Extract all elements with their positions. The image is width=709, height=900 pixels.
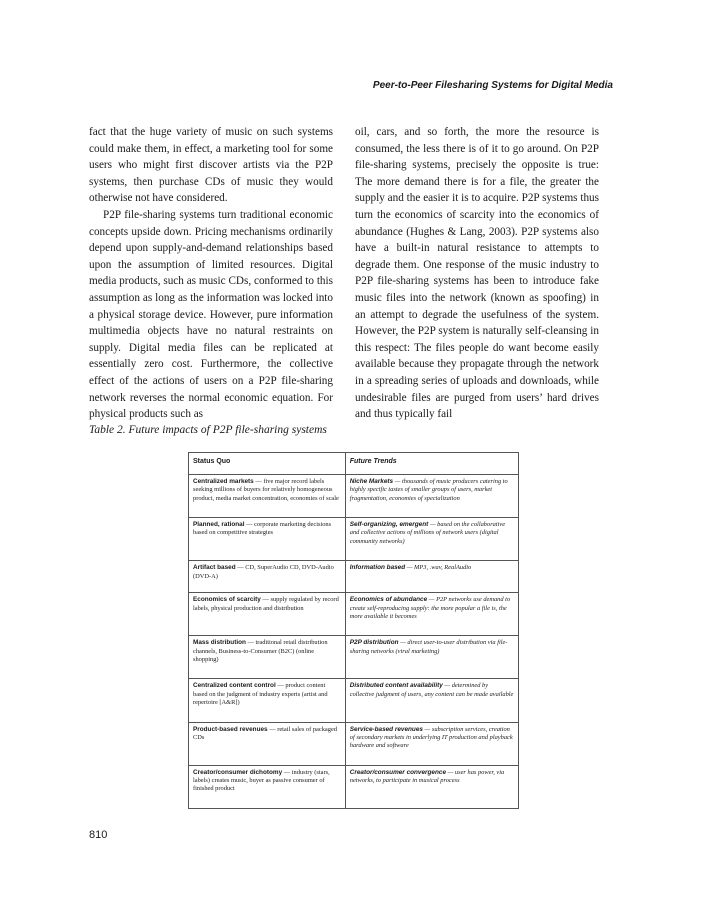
em-dash: —	[282, 768, 292, 776]
future-trend-cell	[345, 518, 518, 561]
future-trend-cell	[345, 561, 518, 593]
future-trend-cell-text: user has power, via networks, to participate in musical process	[349, 768, 505, 785]
future-trend-cell-title: Information based	[349, 564, 406, 572]
table-row	[189, 518, 519, 561]
future-trend-cell	[345, 593, 518, 636]
status-quo-cell-title: Mass distribution	[193, 639, 246, 647]
future-trend-cell-title: Distributed content availability	[349, 682, 443, 690]
status-quo-cell	[189, 475, 346, 518]
table-caption: Table 2. Future impacts of P2P file-sharing systems	[89, 424, 327, 436]
em-dash: —	[398, 639, 408, 647]
em-dash: —	[446, 768, 455, 776]
status-quo-cell	[189, 722, 346, 765]
em-dash: —	[253, 478, 264, 485]
running-header: Peer-to-Peer Filesharing Systems for Digital Media	[372, 80, 613, 91]
future-trend-cell-text: P2P networks use demand to create self-reproducing supply: the more popular a file is, the more available it becomes	[349, 596, 511, 620]
em-dash: —	[442, 682, 452, 690]
future-trend-cell-text: direct user-to-user distribution via file-sharing networks (viral marketing)	[349, 639, 508, 655]
em-dash: —	[260, 596, 271, 604]
future-trend-cell-title: Niche Markets	[349, 478, 394, 485]
impacts-table-container	[188, 452, 519, 809]
status-quo-cell	[189, 561, 346, 593]
status-quo-cell-text: traditional retail distribution channels, Business-to-Consumer (B2C) (online shopping)	[193, 639, 328, 663]
right-paragraph-1: oil, cars, and so forth, the more the resource is consumed, the less there is of it to go around. On P2P file-sharing systems, precisely the opposite is true: The more demand there is for a file, the greater the supply and the easier it is to acquire. P2P systems thus turn the economics of scarcity into the economics of abundance (Hughes & Lang, 2003). P2P systems also have a built-in natural resistance to attempts to degrade them. One response of the music industry to P2P file-sharing systems has been to introduce fake music files into the network (known as spoofing) in an attempt to degrade the usefulness of the system. However, the P2P system is naturally self-cleansing in this respect: The files people do want become easily available because they propagate through the network in a spreading series of uploads and downloads, while undesirable files are purged from users’ hard drives and thus typically fail	[355, 126, 599, 421]
status-quo-cell	[189, 593, 346, 636]
left-paragraph-2: P2P file-sharing systems turn traditional economic concepts upside down. Pricing mechanisms ordinarily depend upon supply-and-demand relationships based upon the assumption of limited resources. Digital media products, such as music CDs, conformed to this assumption as long as the information was locked into a physical storage device. However, pure information multimedia objects have no natural restraints on supply. Digital media files can be replicated at essentially zero cost. Furthermore, the collective effect of the actions of users on a P2P file-sharing network reverses the normal economic equation. For physical products such as	[89, 208, 333, 421]
future-trend-cell	[345, 636, 518, 679]
status-quo-cell-text: CD, SuperAudio CD, DVD-Audio (DVD-A)	[193, 564, 334, 580]
em-dash: —	[427, 596, 437, 604]
status-quo-cell-title: Centralized markets	[193, 478, 254, 485]
future-trend-cell-text: subscription services, creation of secondary markets in underlying IT production and playback hardware and software	[349, 725, 513, 750]
status-quo-cell-text: five major record labels seeking millions of buyers for relatively homogeneous product, media market concentration, economies of scale	[193, 478, 339, 502]
em-dash: —	[275, 682, 286, 690]
em-dash: —	[244, 521, 255, 529]
status-quo-cell-title: Product-based revenues	[193, 725, 268, 733]
em-dash: —	[422, 725, 432, 733]
future-trend-cell-title: Self-organizing, emergent	[349, 521, 429, 529]
em-dash: —	[267, 725, 278, 733]
em-dash: —	[393, 478, 402, 485]
status-quo-cell	[189, 679, 346, 722]
future-trend-cell-text: MP3, .wav, RealAudio	[414, 564, 472, 572]
table-row	[189, 765, 519, 808]
status-quo-cell-title: Creator/consumer dichotomy	[193, 768, 283, 776]
table-row	[189, 475, 519, 518]
header-future-trends: Future Trends	[345, 453, 518, 475]
future-trend-cell-title: P2P distribution	[349, 639, 399, 647]
status-quo-cell-title: Centralized content control	[193, 682, 276, 690]
em-dash: —	[405, 564, 415, 572]
future-trend-cell-text: thousands of music producers catering to highly specific tastes of smaller groups of users, market fragmentation, economies of specialization	[349, 478, 508, 502]
future-trend-cell	[345, 722, 518, 765]
table-row	[189, 722, 519, 765]
table-row	[189, 636, 519, 679]
table-row	[189, 593, 519, 636]
page-number: 810	[89, 829, 108, 841]
future-trend-cell	[345, 765, 518, 808]
status-quo-cell-title: Economics of scarcity	[193, 596, 261, 604]
future-trend-cell	[345, 679, 518, 722]
status-quo-cell-text: retail sales of packaged CDs	[193, 725, 337, 741]
future-trend-cell-text: determined by collective judgment of users, any content can be made available	[349, 682, 514, 698]
status-quo-cell-text: industry (stars, labels) creates music, buyer as passive consumer of finished product	[193, 768, 330, 793]
future-trend-cell-text: based on the collaborative and collective actions of millions of network users (digital community networks)	[349, 521, 506, 545]
table-row	[189, 561, 519, 593]
right-text-column	[355, 124, 599, 423]
status-quo-cell-text: supply regulated by record labels, physical production and distribution	[193, 596, 339, 612]
status-quo-cell	[189, 765, 346, 808]
impacts-table	[188, 452, 519, 809]
status-quo-cell	[189, 518, 346, 561]
header-status-quo: Status Quo	[189, 453, 346, 475]
status-quo-cell-text: product content based on the judgment of industry experts (artist and repertoire [A&R])	[193, 682, 328, 707]
table-row	[189, 679, 519, 722]
status-quo-cell-text: corporate marketing decisions based on competitive strategies	[193, 521, 332, 537]
em-dash: —	[235, 564, 246, 572]
status-quo-cell-title: Planned, rational	[193, 521, 245, 529]
em-dash: —	[245, 639, 256, 647]
future-trend-cell	[345, 475, 518, 518]
status-quo-cell-title: Artifact based	[193, 564, 236, 572]
em-dash: —	[428, 521, 438, 529]
left-text-column	[89, 124, 333, 423]
future-trend-cell-title: Economics of abundance	[349, 596, 428, 604]
future-trend-cell-title: Creator/consumer convergence	[349, 768, 446, 776]
status-quo-cell	[189, 636, 346, 679]
left-paragraph-1: fact that the huge variety of music on such systems could make them, in effect, a marketing tool for some users who might first discover artists via the P2P systems, then purchase CDs of music they would otherwise not have considered.	[89, 126, 333, 205]
table-header-row	[189, 453, 519, 475]
future-trend-cell-title: Service-based revenues	[349, 725, 423, 733]
